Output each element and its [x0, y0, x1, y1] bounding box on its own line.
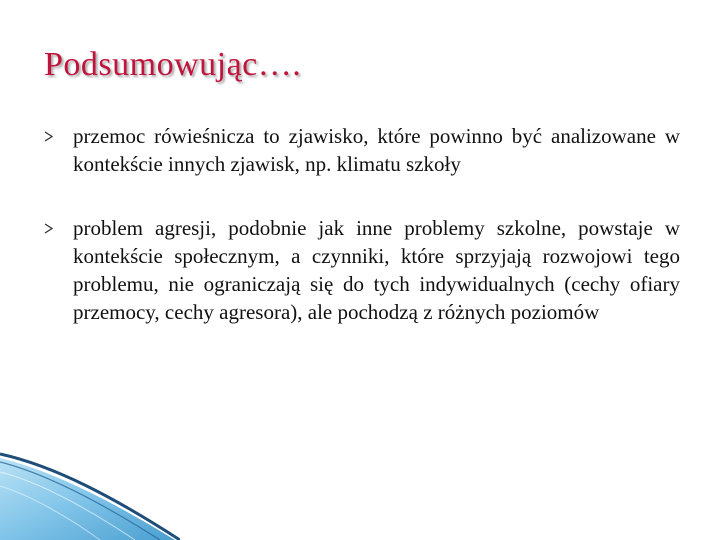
slide-title: Podsumowując….	[44, 46, 302, 83]
bullet-arrow-icon	[44, 131, 53, 142]
corner-wave-decoration	[0, 450, 180, 540]
bullet-item	[40, 214, 680, 326]
bullet-text: problem agresji, podobnie jak inne problemy szkolne, powstaje w kontekście społecznym, a czynniki, które sprzyjają rozwojowi tego problemu, nie ograniczają się do tych indywidualnych (cechy ofiary przemocy, cechy agresora), ale pochodzą z różnych poziomów	[73, 216, 680, 324]
bullet-item	[40, 122, 680, 178]
bullet-text: przemoc rówieśnicza to zjawisko, które powinno być analizowane w kontekście innych zjawisk, np. klimatu szkoły	[73, 124, 680, 176]
bullet-list	[40, 122, 680, 326]
bullet-arrow-icon	[44, 223, 53, 234]
